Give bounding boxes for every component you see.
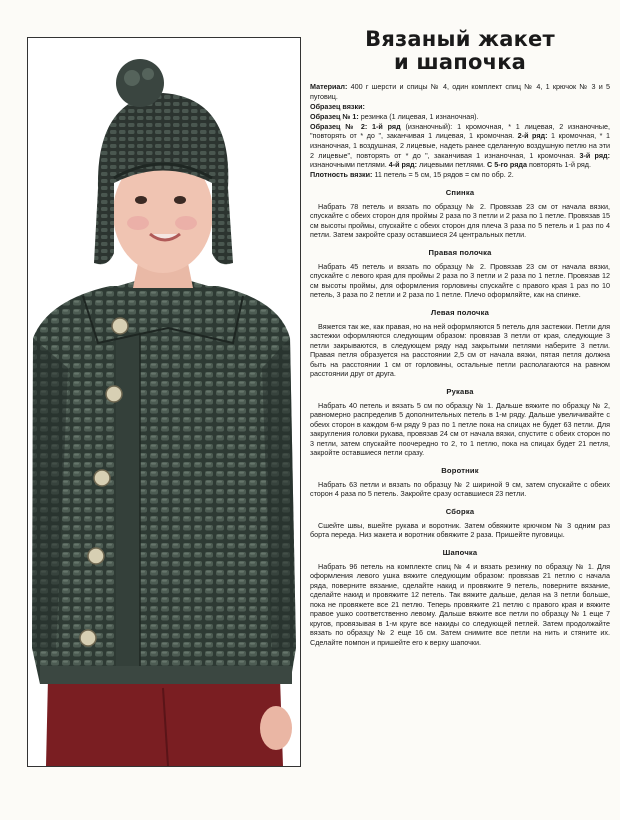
section-back [310, 188, 610, 240]
density-label: Плотность вязки: [310, 170, 373, 180]
pattern-label: Образец вязки: [310, 101, 365, 111]
section-left-front [310, 308, 610, 379]
pompom [116, 59, 164, 107]
pattern1-label: Образец № 1: [310, 111, 359, 121]
pattern2-row2-text: 1 кромочная, * 1 изнаночная, 1 воздушная, 2 лицевые, надеть ранее сделанную воздушную петлю на эти 2 лицевые", повторять от * до ", заканчивая 1 изнаночная, 1 кромочная. [310, 131, 611, 160]
section-body: Набрать 40 петель и вязать 5 см по образцу № 1. Дальше вяжите по образцу № 2, равномерно распределив 5 дополнительных петель в 1-м ряду. Дальше увеличивайте с обеих сторон в каждом 6-м ряду 9 раз по 1 петле пока на спицах не будет 63 петли. Для закругления головки рукава, провязав 24 см от начала вязки, спустите с обеих сторон по 3 петли, затем спускайте поочередно то 2, то 1 петлю, пока на спицах будет 21 петля, закройте оставшиеся петли сразу. [310, 400, 610, 458]
section-body: Набрать 78 петель и вязать по образцу № 2. Провязав 23 см от начала вязки, спускайте с обеих сторон для проймы 2 раза по 3 петли и 2 раза по 1 петле. Провязав 15 см высоты проймы, спускайте с обеих сторон для плеча 3 раза по 5 петель и 1 раз по 4 петли. Затем закройте сразу оставшиеся 24 центральных петли. [310, 201, 610, 240]
section-assembly [310, 507, 610, 540]
density-text: 11 петель = 5 см, 15 рядов = см по обр. 2. [374, 170, 514, 180]
section-heading: Шапочка [442, 547, 478, 557]
material-label: Материал: [310, 82, 348, 91]
article-text [310, 28, 610, 788]
section-body: Вяжется так же, как правая, но на ней оформляются 5 петель для застежки. Петли для застежки оформляются следующим образом: провязав 3 петли от края, следующие 3 петли закрываются, в следующем ряду над закрытыми петлями наберите 3 петли. Правая петля образуется на расстоянии 2,5 см от начала вязки, пятая петля должна быть на расстоянии 1 см от горловины, остальные петли располагаются на равном расстоянии друг от друга. [310, 321, 610, 379]
pattern2-row4-text: лицевыми петлями. [419, 160, 486, 170]
pattern2-row4-label: 4-й ряд: [388, 160, 418, 170]
section-hat [310, 548, 610, 648]
pattern1-text: резинка (1 лицевая, 1 изнаночная). [360, 111, 479, 121]
section-heading: Левая полочка [430, 307, 490, 317]
title-line-1: Вязаный жакет [365, 27, 555, 51]
pattern2-label: Образец № 2: [310, 121, 368, 131]
section-sleeves [310, 387, 610, 458]
pattern2-row5-label: С 5-го ряда [487, 160, 527, 170]
boy-in-cardigan-photo [28, 38, 300, 766]
cardigan [32, 286, 296, 684]
section-body: Набрать 45 петель и вязать по образцу № 2. Провязав 23 см от начала вязки, спускайте с левого края для проймы 2 раза по 3 петли и 2 раза по 1 петле. Провязав 12 см высоты проймы, для оформления горловины спускайте с правого края 1 раз по 10 петель, 3 раза по 2 петли и 2 раза по 1 петле. Плечо оформляйте, как на спинке. [310, 261, 610, 300]
section-heading: Воротник [441, 465, 479, 475]
title-line-2: и шапочка [393, 50, 527, 74]
pattern2-row1-label: 1-й ряд [372, 121, 401, 131]
photo-frame [27, 37, 301, 767]
pattern2-row2-label: 2-й ряд: [517, 131, 548, 141]
pattern2-row3-text: изнаночными петлями. [310, 160, 387, 170]
pattern2-row3-label: 3-й ряд: [579, 150, 610, 160]
section-heading: Сборка [445, 506, 475, 516]
section-body: Набрать 96 петель на комплекте спиц № 4 и вязать резинку по образцу № 1. Для оформления левого ушка вяжите следующим образом: провязав 21 петлю с начала ряда, поверните вязание, сделайте накид и провяжите 9 петель, поверните вязание, сделайте накид и провяжите 12 петель. Так вяжите дальше, делая на 3 петли больше, пока не провяжете все 21 петлю. Теперь провяжите 21 петлю с правого края и вяжите правое ушко соответственно левому. Дальше вяжите все петли по образцу № 1 еще 7 кругов, провязывая в 1-м круге все накиды со следующей петлей. Затем продолжайте вязать по образцу № 2 еще 16 см. Затем снимите все петли на нить и стяните их. Сделайте помпон и пришейте его к верху шапочки. [310, 561, 610, 647]
article-title [310, 28, 610, 74]
section-heading: Правая полочка [428, 247, 492, 257]
section-heading: Рукава [446, 386, 474, 396]
pattern2-row5-text: повторять 1-й ряд. [528, 160, 591, 170]
section-body: Набрать 63 петли и вязать по образцу № 2 шириной 9 см, затем спускайте с обеих сторон 4 раза по 5 петель. Закройте сразу оставшиеся 23 петли. [310, 479, 610, 499]
section-heading: Спинка [445, 187, 475, 197]
section-collar [310, 466, 610, 499]
materials-block [310, 82, 610, 180]
section-right-front [310, 248, 610, 300]
material-text: 400 г шерсти и спицы № 4, один комплект спиц № 4, 1 крючок № 3 и 5 пуговиц. [310, 82, 610, 101]
pattern2-row1-text: (изнаночный): 1 кромочная, * 1 лицевая, 2 изнаночные, "повторять от * до ", заканчивая 1 лицевая, 1 кромочная. [310, 121, 611, 141]
section-body: Сшейте швы, вшейте рукава и воротник. Затем обвяжите крючком № 3 одним раз борта переда. Низ жакета и воротник обвяжите 2 раза. Пришейте пуговицы. [310, 520, 610, 540]
